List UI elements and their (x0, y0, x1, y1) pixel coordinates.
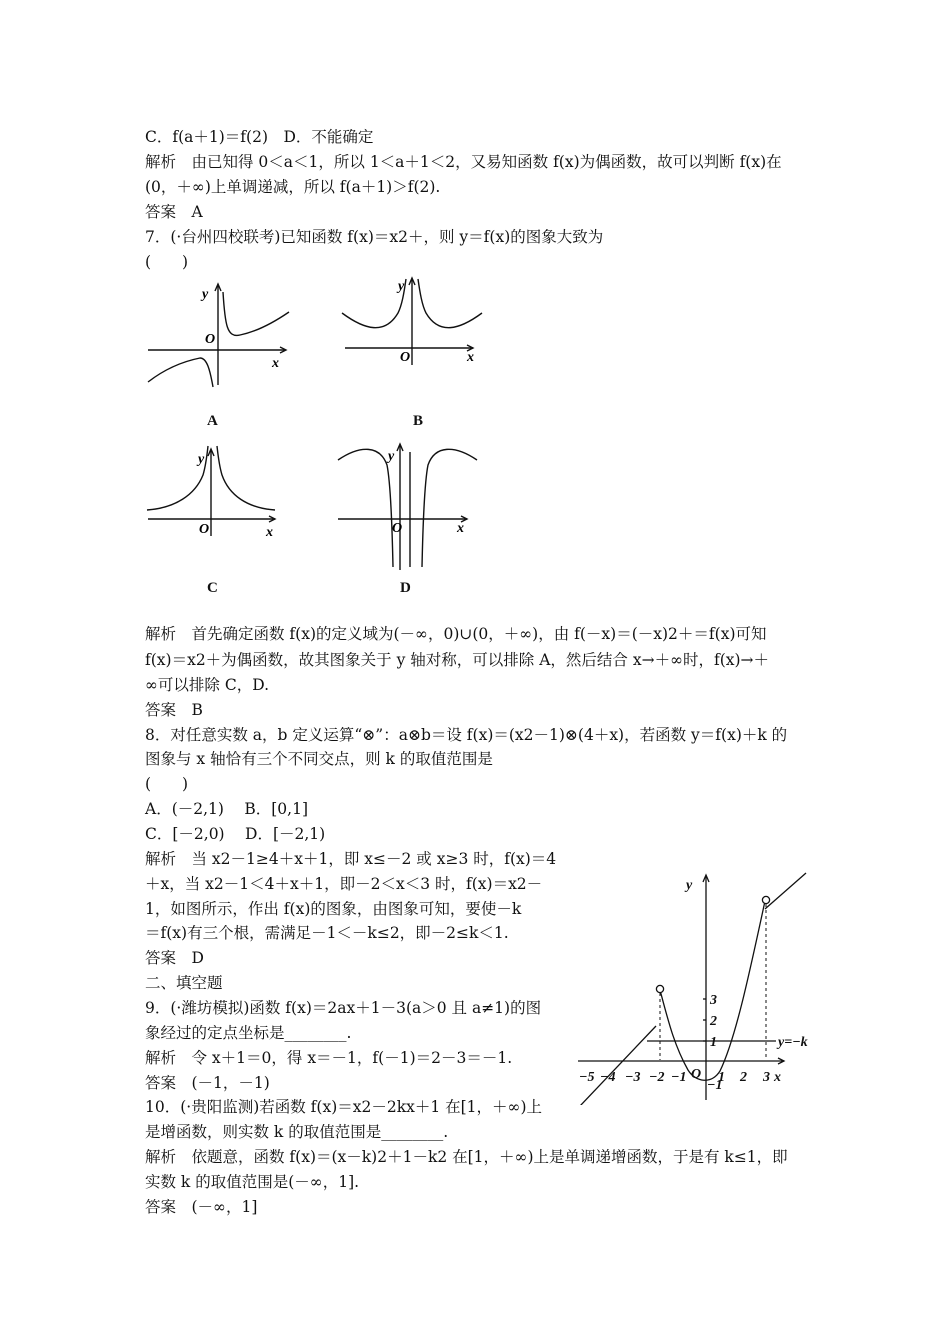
solution-10-line1: 解析 依题意，函数 f(x)＝(x－k)2＋1－k2 在[1，＋∞)上是单调递增函数，于是有 k≤1，即 (145, 1148, 788, 1166)
graph-x-tick-n1: −1 (671, 1070, 687, 1085)
graph-x-tick-2: 2 (740, 1070, 747, 1085)
figure-d-label: D (400, 580, 411, 596)
solution-8-line1: 解析 当 x2－1≥4＋x＋1，即 x≤－2 或 x≥3 时，f(x)＝4 (145, 850, 557, 868)
solution-10-line2: 实数 k 的取值范围是(－∞，1]. (145, 1173, 360, 1191)
fig-a-x-label: x (272, 356, 279, 371)
fig-d-x-label: x (457, 521, 464, 536)
figure-b (340, 275, 490, 370)
fig-a-origin-label: O (205, 332, 216, 347)
question-7-bracket: ( ) (145, 253, 189, 271)
graph-x-tick-3: 3 (763, 1070, 770, 1085)
answer-7: 答案 B (145, 701, 203, 719)
graph-y-tick-n1: −1 (707, 1078, 723, 1093)
graph-line-label: y=−k (778, 1035, 808, 1050)
solution-7-line3: ∞可以排除 C，D. (145, 676, 270, 694)
section-heading-fill-in: 二、填空题 (145, 974, 223, 992)
graph-x-tick-1: 1 (718, 1070, 725, 1085)
fig-c-y-label: y (198, 452, 205, 467)
solution-8-line2: ＋x，当 x2－1＜4＋x＋1，即－2＜x＜3 时，f(x)＝x2－ (145, 875, 543, 893)
graph-y-tick-1: 1 (710, 1035, 717, 1050)
answer-8: 答案 D (145, 949, 204, 967)
answer-10: 答案 (－∞，1] (145, 1198, 258, 1216)
fig-d-y-label: y (388, 449, 395, 464)
fig-b-x-label: x (467, 350, 474, 365)
piecewise-function-graph (570, 870, 820, 1105)
solution-6-line1: 解析 由已知得 0＜a＜1，所以 1＜a＋1＜2，又易知函数 f(x)为偶函数，故可以判断 f(x)在 (145, 153, 782, 171)
graph-x-tick-n4: −4 (600, 1070, 616, 1085)
figure-c-label: C (207, 580, 218, 596)
question-7: 7．(·台州四校联考)已知函数 f(x)＝x2＋，则 y＝f(x)的图象大致为 (145, 228, 604, 246)
solution-8-line4: ＝f(x)有三个根，需满足－1＜－k≤2，即－2≤k＜1. (145, 924, 509, 942)
question-8-line2: 图象与 x 轴恰有三个不同交点，则 k 的取值范围是 (145, 750, 493, 768)
fig-c-origin-label: O (199, 522, 210, 537)
question-9-line1: 9．(·潍坊模拟)函数 f(x)＝2ax＋1－3(a＞0 且 a≠1)的图 (145, 999, 542, 1017)
fig-a-y-label: y (202, 287, 209, 302)
graph-origin: O (691, 1067, 702, 1082)
fig-b-origin-label: O (400, 350, 411, 365)
figure-b-label: B (413, 413, 424, 429)
answer-9: 答案 (－1，－1) (145, 1074, 270, 1092)
figure-d (335, 440, 485, 570)
option-c-d: C．f(a＋1)＝f(2) D．不能确定 (145, 128, 374, 146)
options-a-b: A．(－2,1) B．[0,1] (145, 800, 309, 818)
graph-y-label: y (686, 878, 693, 893)
graph-x-tick-n3: −3 (625, 1070, 641, 1085)
fig-c-x-label: x (266, 525, 273, 540)
fig-b-y-label: y (398, 279, 405, 294)
graph-y-tick-2: 2 (710, 1014, 717, 1029)
solution-9: 解析 令 x＋1＝0，得 x＝－1，f(－1)＝2－3＝－1. (145, 1049, 513, 1067)
graph-x-tick-n5: −5 (579, 1070, 595, 1085)
figure-a-label: A (207, 413, 218, 429)
question-10-line2: 是增函数，则实数 k 的取值范围是________. (145, 1123, 449, 1141)
question-9-line2: 象经过的定点坐标是________. (145, 1024, 352, 1042)
options-c-d: C．[－2,0) D．[－2,1) (145, 825, 326, 843)
solution-7-line2: f(x)＝x2＋为偶函数，故其图象关于 y 轴对称，可以排除 A，然后结合 x→＋∞时，f(x)→＋ (145, 651, 770, 669)
graph-x-label: x (774, 1070, 781, 1085)
fig-d-origin-label: O (392, 521, 403, 536)
question-8-bracket: ( ) (145, 775, 189, 793)
answer-6: 答案 A (145, 203, 203, 221)
graph-x-tick-n2: −2 (649, 1070, 665, 1085)
solution-6-line2: (0，＋∞)上单调递减，所以 f(a＋1)＞f(2). (145, 178, 441, 196)
graph-y-tick-3: 3 (710, 993, 717, 1008)
figure-a (145, 280, 295, 390)
solution-8-line3: 1，如图所示，作出 f(x)的图象，由图象可知，要使－k (145, 900, 522, 918)
question-8-line1: 8．对任意实数 a，b 定义运算“⊗”：a⊗b＝设 f(x)＝(x2－1)⊗(4＋x)，若函数 y＝f(x)＋k 的 (145, 726, 788, 744)
solution-7-line1: 解析 首先确定函数 f(x)的定义域为(－∞，0)∪(0，＋∞)，由 f(－x)＝(－x)2＋＝f(x)可知 (145, 625, 767, 643)
figure-c (145, 440, 295, 540)
question-10-line1: 10．(·贵阳监测)若函数 f(x)＝x2－2kx＋1 在[1，＋∞)上 (145, 1098, 542, 1116)
